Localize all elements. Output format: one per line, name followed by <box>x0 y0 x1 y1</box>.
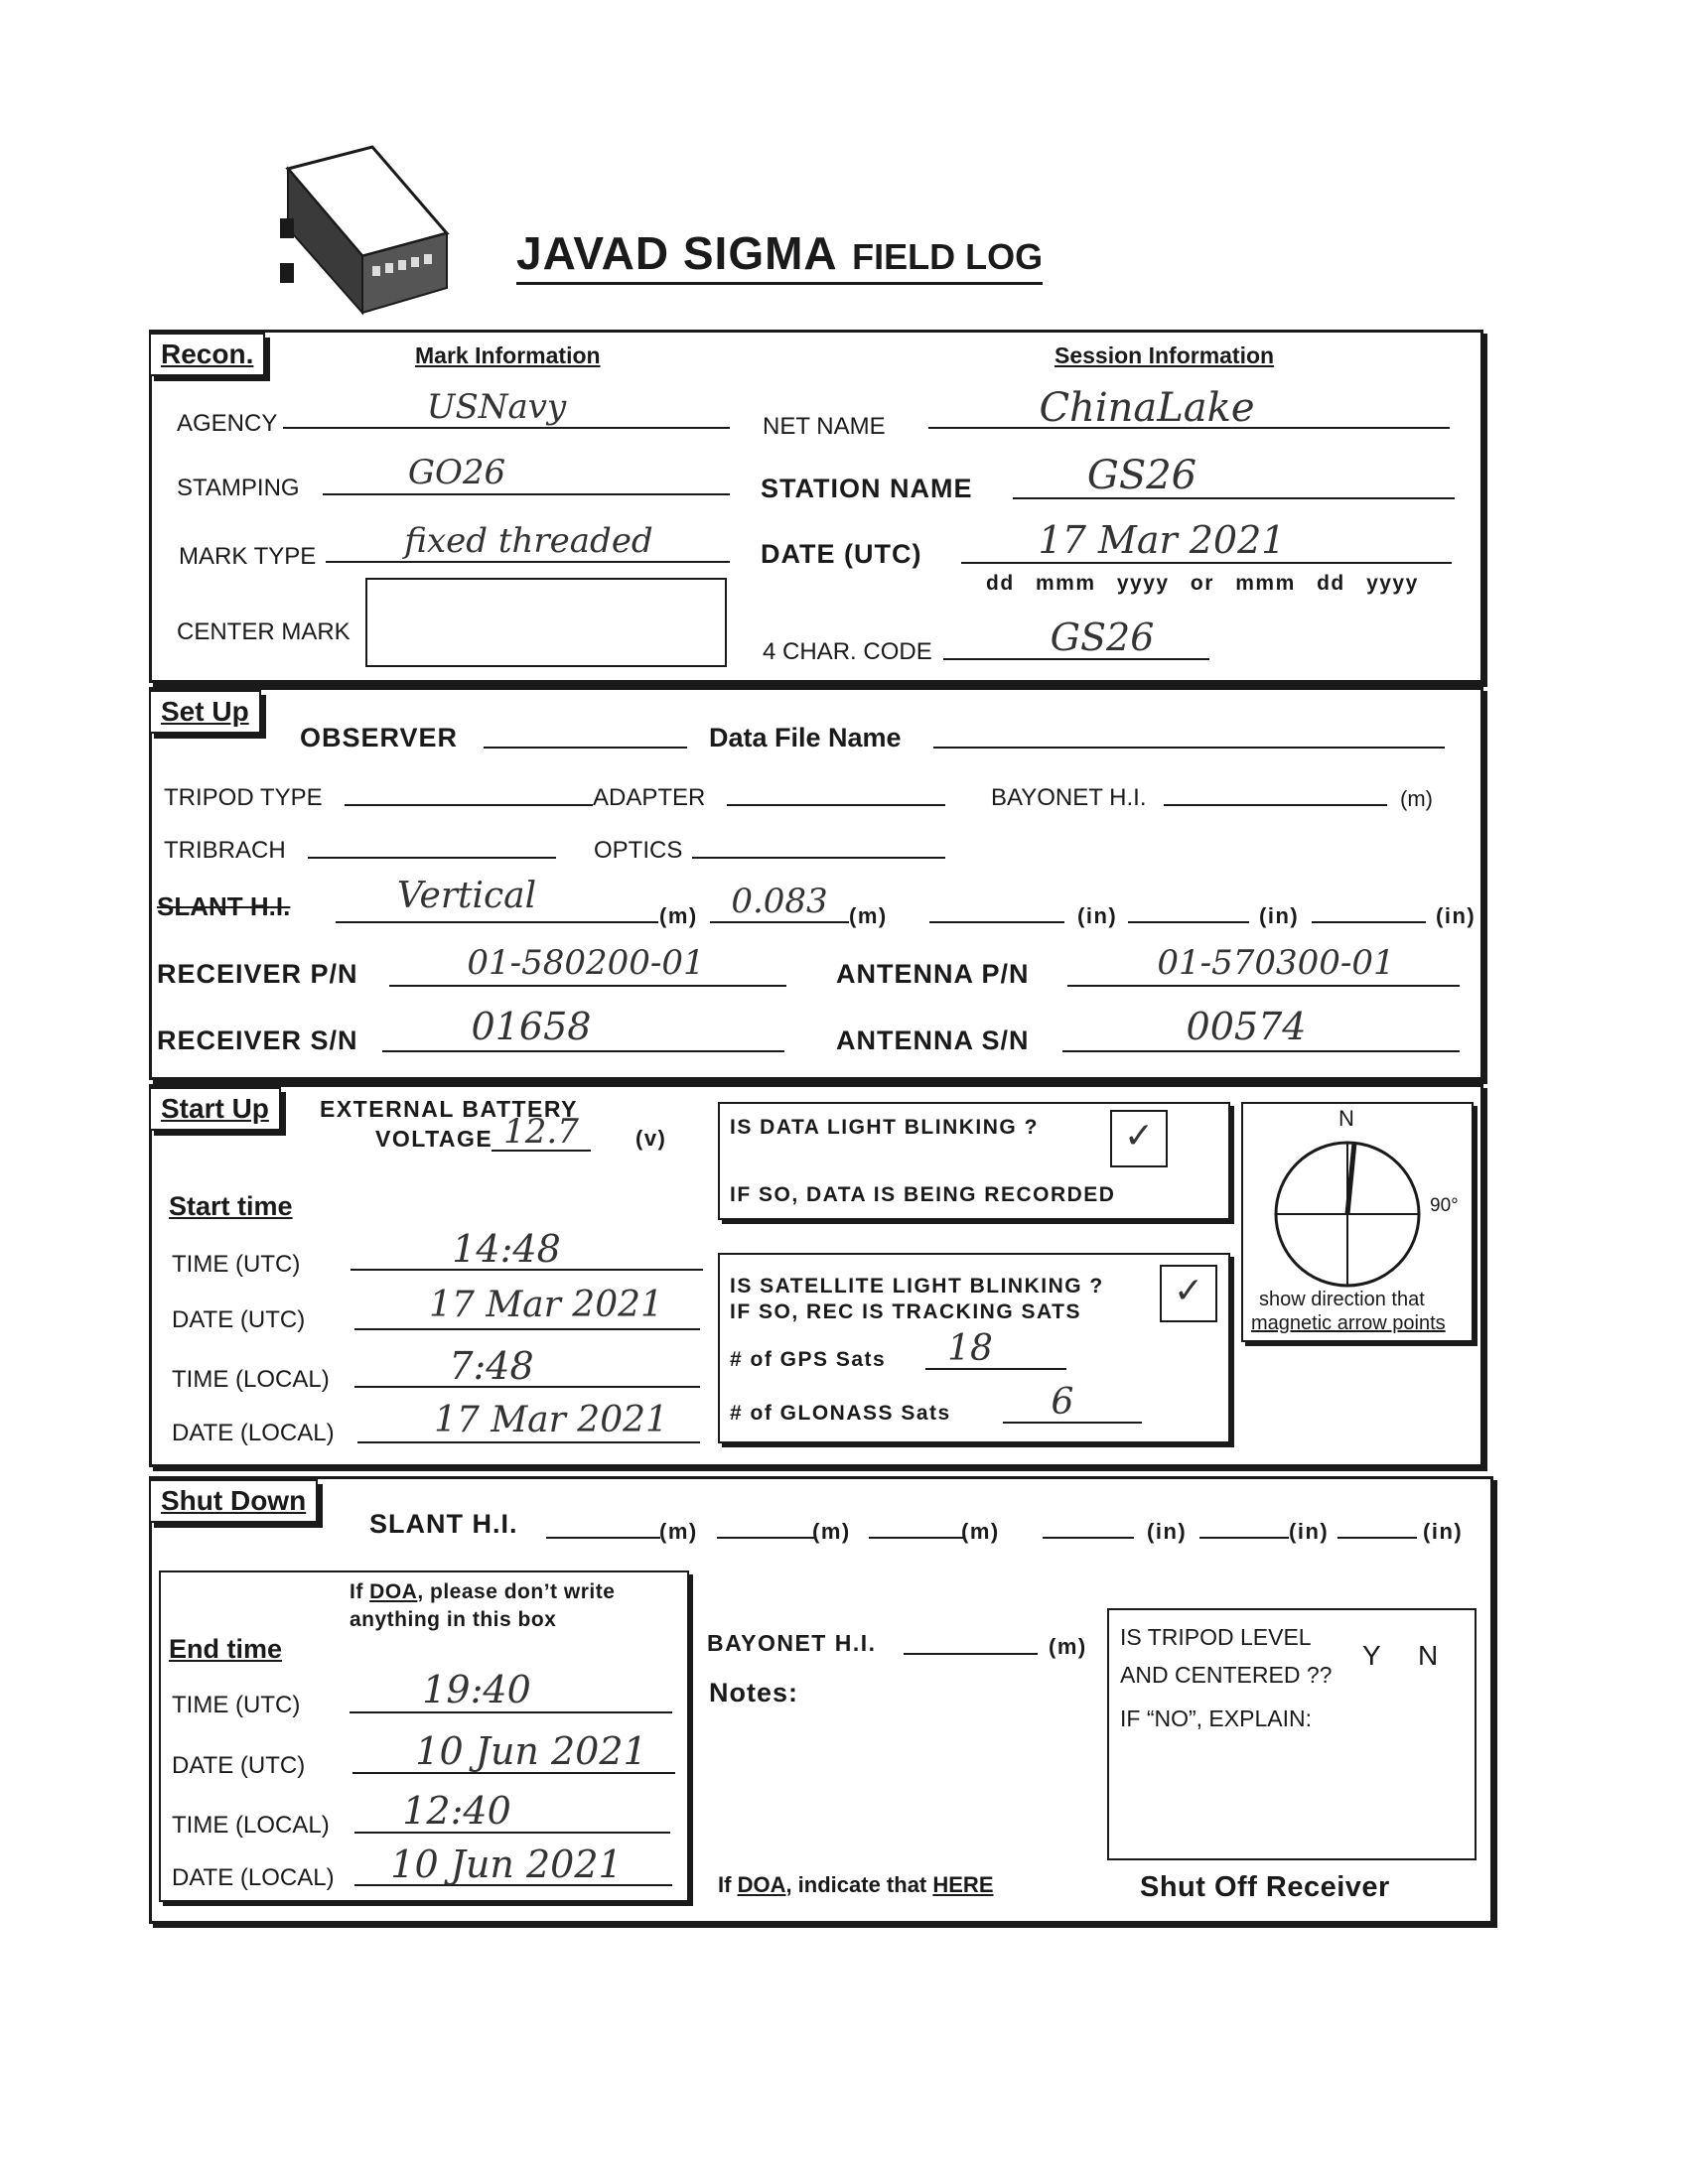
gps-sats-label: # of GPS Sats <box>730 1348 887 1371</box>
slant-hi-value[interactable]: 0.083 <box>731 882 828 921</box>
char-code-label: 4 CHAR. CODE <box>763 638 932 665</box>
end-time-local-value[interactable]: 12:40 <box>402 1789 511 1833</box>
slant-unit-2: (m) <box>849 903 888 928</box>
tribrach-label: TRIBRACH <box>164 837 286 864</box>
compass-note-2: magnetic arrow points <box>1251 1312 1446 1334</box>
receiver-sn-label: RECEIVER S/N <box>157 1025 358 1055</box>
notes-label: Notes: <box>709 1678 799 1707</box>
slant-unit-3: (in) <box>1077 903 1118 928</box>
mark-type-line <box>326 561 730 563</box>
satellite-light-checkbox[interactable] <box>1160 1265 1217 1322</box>
antenna-sn-value[interactable]: 00574 <box>1186 1005 1307 1048</box>
compass-north-label: N <box>1338 1106 1354 1131</box>
receiver-pn-label: RECEIVER P/N <box>157 959 358 989</box>
tripod-type-label: TRIPOD TYPE <box>164 784 323 811</box>
shutdown-in-line-2 <box>1199 1537 1289 1539</box>
tripod-explain-label: IF “NO”, EXPLAIN: <box>1120 1706 1312 1731</box>
data-light-check: ✓ <box>1124 1116 1155 1157</box>
end-time-utc-line <box>350 1711 672 1713</box>
stamping-line <box>323 493 730 495</box>
shutdown-slant-line-1 <box>546 1537 660 1539</box>
battery-label-1: EXTERNAL BATTERY <box>320 1096 578 1122</box>
shutdown-bayonet-unit: (m) <box>1049 1634 1087 1659</box>
end-time-heading: End time <box>169 1634 283 1664</box>
bayonet-line <box>1164 804 1387 806</box>
start-time-local-value[interactable]: 7:48 <box>449 1344 534 1388</box>
tripod-yes-option[interactable]: Y <box>1362 1640 1381 1671</box>
slant-in-line-3 <box>1312 921 1426 923</box>
observer-label: OBSERVER <box>300 723 459 752</box>
startup-tab: Start Up <box>149 1087 281 1131</box>
glonass-sats-value[interactable]: 6 <box>1051 1382 1074 1423</box>
end-date-local-value[interactable]: 10 Jun 2021 <box>390 1843 623 1886</box>
compass-90-label: 90° <box>1430 1195 1459 1216</box>
agency-value[interactable]: USNavy <box>426 387 567 427</box>
slant-hi-label: SLANT H.I. <box>157 891 291 921</box>
receiver-sn-value[interactable]: 01658 <box>471 1005 592 1048</box>
observer-line <box>484 747 687 749</box>
antenna-pn-line <box>1067 985 1460 987</box>
date-utc-line <box>961 562 1452 564</box>
data-recorded-label: IF SO, DATA IS BEING RECORDED <box>730 1183 1116 1206</box>
date-utc-value[interactable]: 17 Mar 2021 <box>1038 518 1286 562</box>
mark-type-label: MARK TYPE <box>179 543 317 570</box>
start-time-utc-value[interactable]: 14:48 <box>452 1227 561 1271</box>
compass-note-1: show direction that <box>1259 1289 1425 1310</box>
satellite-tracking-label: IF SO, REC IS TRACKING SATS <box>730 1300 1081 1323</box>
doa-indicate-label: If DOA, indicate that HERE <box>718 1872 994 1897</box>
receiver-pn-line <box>389 985 786 987</box>
end-date-utc-value[interactable]: 10 Jun 2021 <box>415 1729 647 1773</box>
start-date-local-label: DATE (LOCAL) <box>172 1420 335 1446</box>
shutdown-bayonet-line <box>904 1653 1038 1655</box>
station-name-value[interactable]: GS26 <box>1086 453 1197 498</box>
tripod-question-2: AND CENTERED ?? <box>1120 1662 1333 1688</box>
battery-label-2: VOLTAGE <box>375 1126 493 1152</box>
shutdown-unit-3: (m) <box>961 1519 1000 1544</box>
shutdown-unit-5: (in) <box>1289 1519 1330 1544</box>
shutdown-in-line-1 <box>1043 1537 1134 1539</box>
end-time-utc-label: TIME (UTC) <box>172 1692 301 1718</box>
slant-hi-line-1 <box>336 921 658 923</box>
center-mark-label: CENTER MARK <box>177 618 351 645</box>
receiver-pn-value[interactable]: 01-580200-01 <box>467 943 705 983</box>
end-time-local-label: TIME (LOCAL) <box>172 1812 330 1839</box>
tripod-no-option[interactable]: N <box>1418 1640 1439 1671</box>
shutdown-slant-line-3 <box>869 1537 963 1539</box>
antenna-sn-line <box>1062 1050 1460 1052</box>
doa-note-1: If DOA, please don’t write <box>350 1580 616 1603</box>
shutdown-tab: Shut Down <box>149 1479 318 1523</box>
antenna-sn-label: ANTENNA S/N <box>836 1025 1030 1055</box>
start-date-utc-line <box>354 1328 700 1330</box>
start-date-local-value[interactable]: 17 Mar 2021 <box>434 1400 668 1440</box>
doa-note-2: anything in this box <box>350 1608 557 1631</box>
start-date-local-line <box>357 1441 700 1443</box>
slant-hi-line-2 <box>710 921 849 923</box>
shutdown-bayonet-label: BAYONET H.I. <box>707 1630 877 1656</box>
battery-unit: (v) <box>635 1126 667 1151</box>
slant-in-line-1 <box>929 921 1064 923</box>
center-mark-box[interactable] <box>365 578 727 667</box>
optics-label: OPTICS <box>594 837 683 864</box>
gps-sats-value[interactable]: 18 <box>947 1328 993 1369</box>
slant-in-line-2 <box>1128 921 1249 923</box>
setup-tab: Set Up <box>149 690 261 734</box>
bayonet-label: BAYONET H.I. <box>991 784 1147 811</box>
date-format-hint: dd mmm yyyy or mmm dd yyyy <box>986 572 1419 595</box>
title-sub: FIELD LOG <box>852 236 1044 277</box>
battery-value[interactable]: 12.7 <box>503 1112 579 1152</box>
tripod-question-1: IS TRIPOD LEVEL <box>1120 1624 1312 1650</box>
shutdown-in-line-3 <box>1337 1537 1417 1539</box>
end-date-local-label: DATE (LOCAL) <box>172 1864 335 1891</box>
antenna-pn-value[interactable]: 01-570300-01 <box>1157 943 1395 983</box>
stamping-value[interactable]: GO26 <box>407 453 506 492</box>
char-code-value[interactable]: GS26 <box>1050 615 1155 659</box>
antenna-pn-label: ANTENNA P/N <box>836 959 1030 989</box>
compass-icon <box>1273 1140 1422 1289</box>
satellite-light-question: IS SATELLITE LIGHT BLINKING ? <box>730 1275 1104 1297</box>
shutdown-unit-1: (m) <box>659 1519 698 1544</box>
data-file-line <box>933 747 1445 749</box>
page-title <box>516 226 1043 285</box>
shutdown-slant-line-2 <box>717 1537 814 1539</box>
end-time-utc-value[interactable]: 19:40 <box>422 1668 531 1711</box>
shutdown-unit-2: (m) <box>812 1519 851 1544</box>
slant-unit-1: (m) <box>659 903 698 928</box>
shutdown-unit-6: (in) <box>1423 1519 1464 1544</box>
start-time-utc-label: TIME (UTC) <box>172 1251 301 1278</box>
slant-note-value[interactable]: Vertical <box>396 876 537 916</box>
net-name-value[interactable]: ChinaLake <box>1039 385 1255 431</box>
tripod-type-line <box>345 804 593 806</box>
title-main: JAVAD SIGMA <box>516 227 838 279</box>
stamping-label: STAMPING <box>177 475 300 501</box>
shutdown-unit-4: (in) <box>1147 1519 1188 1544</box>
receiver-illustration <box>278 139 457 318</box>
end-date-utc-label: DATE (UTC) <box>172 1752 306 1779</box>
mark-type-value[interactable]: fixed threaded <box>404 521 653 561</box>
data-light-question: IS DATA LIGHT BLINKING ? <box>730 1116 1039 1139</box>
data-file-label: Data File Name <box>709 723 902 752</box>
shut-off-receiver-label: Shut Off Receiver <box>1140 1871 1390 1903</box>
mark-information-heading: Mark Information <box>415 342 601 368</box>
start-time-local-label: TIME (LOCAL) <box>172 1366 330 1393</box>
session-information-heading: Session Information <box>1055 342 1275 368</box>
station-name-label: STATION NAME <box>761 474 973 503</box>
shutdown-slant-label: SLANT H.I. <box>369 1509 518 1539</box>
date-utc-label: DATE (UTC) <box>761 539 922 569</box>
adapter-label: ADAPTER <box>593 784 706 811</box>
satellite-light-check: ✓ <box>1174 1271 1204 1311</box>
optics-line <box>692 857 945 859</box>
data-light-checkbox[interactable] <box>1110 1110 1168 1167</box>
start-time-heading: Start time <box>169 1191 293 1221</box>
net-name-label: NET NAME <box>763 413 886 440</box>
agency-line <box>283 427 730 429</box>
receiver-sn-line <box>382 1050 784 1052</box>
slant-unit-5: (in) <box>1436 903 1477 928</box>
start-date-utc-value[interactable]: 17 Mar 2021 <box>429 1285 663 1325</box>
agency-label: AGENCY <box>177 410 278 437</box>
bayonet-unit: (m) <box>1400 786 1433 811</box>
start-date-utc-label: DATE (UTC) <box>172 1306 306 1333</box>
adapter-line <box>727 804 945 806</box>
slant-unit-4: (in) <box>1259 903 1300 928</box>
glonass-sats-label: # of GLONASS Sats <box>730 1402 951 1425</box>
tribrach-line <box>308 857 556 859</box>
recon-tab: Recon. <box>149 333 265 376</box>
